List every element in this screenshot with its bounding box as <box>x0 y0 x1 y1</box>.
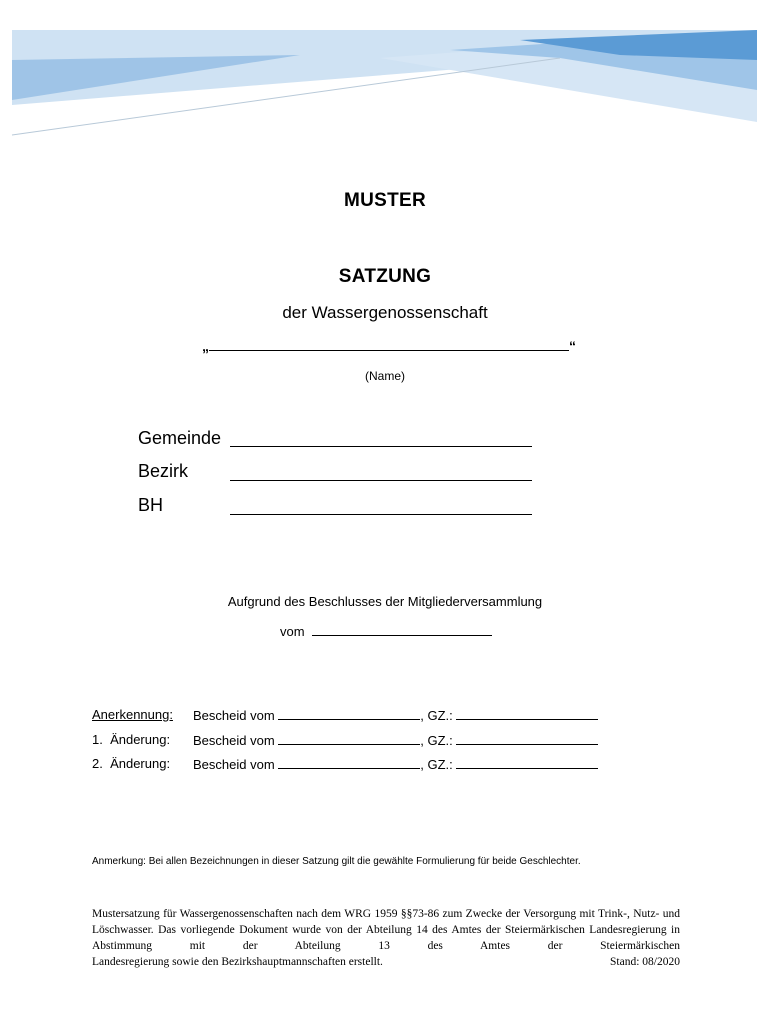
name-hint: (Name) <box>364 369 405 383</box>
approval-date-blank[interactable] <box>278 756 420 769</box>
approval-decision-label: Bescheid vom <box>193 708 275 723</box>
approval-gz-blank[interactable] <box>456 732 598 745</box>
approval-row-anerkennung <box>193 707 598 723</box>
footer-note <box>92 906 680 970</box>
quote-open: „ <box>202 338 209 354</box>
field-bezirk-blank[interactable] <box>230 462 532 481</box>
approval-gz-label: , GZ.: <box>420 708 453 723</box>
approval-row-change-2 <box>193 756 598 772</box>
approval-row-change-1 <box>193 732 598 748</box>
quote-close: “ <box>569 338 576 354</box>
resolution-text: Aufgrund des Beschlusses der Mitgliederversammlung <box>227 594 543 609</box>
resolution-date-line <box>280 623 492 639</box>
approval-date-blank[interactable] <box>278 732 420 745</box>
approval-gz-label: , GZ.: <box>420 757 453 772</box>
approval-label-anerkennung: Anerkennung: <box>92 707 173 722</box>
field-gemeinde-label: Gemeinde <box>138 428 222 448</box>
header-banner-graphic <box>0 0 770 145</box>
approval-label-change-2: 2. Änderung: <box>92 756 171 771</box>
approval-gz-blank[interactable] <box>456 756 598 769</box>
document-subtitle: SATZUNG <box>338 266 432 287</box>
field-bh-blank[interactable] <box>230 496 532 515</box>
resolution-date-blank[interactable] <box>312 623 492 636</box>
association-prefix: der Wassergenossenschaft <box>282 303 488 322</box>
approval-gz-label: , GZ.: <box>420 733 453 748</box>
approval-label-change-1: 1. Änderung: <box>92 732 171 747</box>
vom-label: vom <box>280 624 305 639</box>
field-bezirk-label: Bezirk <box>138 461 189 481</box>
field-bh-label: BH <box>138 495 164 515</box>
footer-text: Mustersatzung für Wassergenossenschaften nach dem WRG 1959 §§73-86 zum Zwecke der Versorgung mit Trink-, Nutz- und Löschwasser. Das vorliegende Dokument wurde von der Abteilung 14 des Amtes der Steiermärkischen Landesregierung in Abstimmung mit der Abteilung 13 des Amtes der Steiermärkischen <box>92 908 680 952</box>
name-line <box>202 336 576 354</box>
approval-gz-blank[interactable] <box>456 707 598 720</box>
approval-date-blank[interactable] <box>278 707 420 720</box>
approval-decision-label: Bescheid vom <box>193 733 275 748</box>
approval-decision-label: Bescheid vom <box>193 757 275 772</box>
footer-stand: Stand: 08/2020 <box>610 956 680 968</box>
footer-last-line <box>92 954 680 970</box>
field-gemeinde-blank[interactable] <box>230 429 532 447</box>
footer-last-text: Landesregierung sowie den Bezirkshauptmannschaften erstellt. <box>92 956 383 968</box>
gender-remark: Anmerkung: Bei allen Bezeichnungen in dieser Satzung gilt die gewählte Formulierung für beide Geschlechter. <box>92 856 581 867</box>
document-title: MUSTER <box>343 190 427 211</box>
name-blank[interactable] <box>209 336 569 351</box>
